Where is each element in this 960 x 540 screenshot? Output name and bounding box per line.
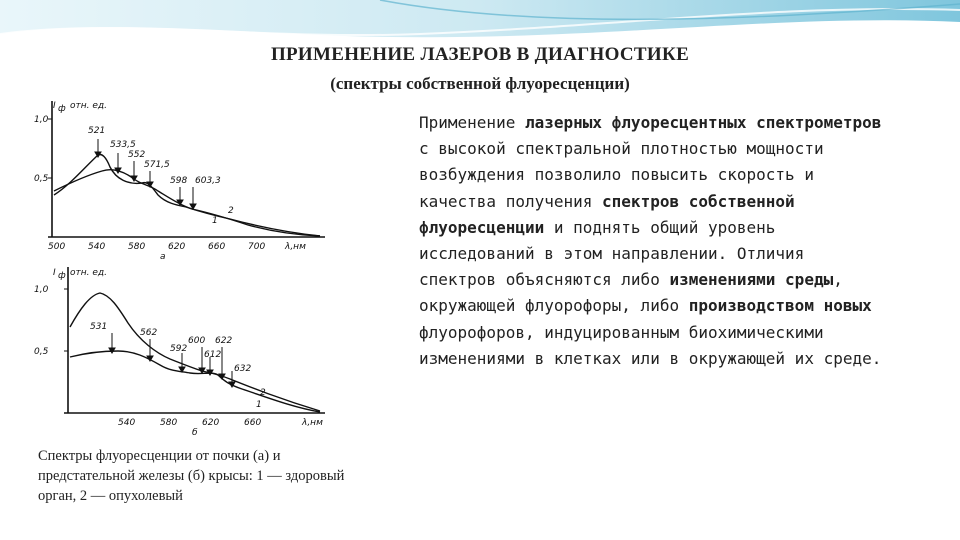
panel-b-y-tick: 1,0 [34,285,49,295]
body-text-segment: и поднять общий уровень исследований в этом направлении. Отличия спектров объясняются либо [419,217,805,290]
svg-text:I [53,268,56,278]
body-bold-segment: изменениями среды [669,270,834,290]
svg-text:622 [215,336,232,346]
figure-caption: Спектры флуоресценции от почки (а) и предстательной железы (б) крысы: 1 — здоровый орган, 2 — опухолевый [38,448,345,504]
svg-text:λ,нм [284,242,306,252]
svg-text:б [192,428,198,438]
panel-b-letter: б [192,428,198,438]
panel-b [34,267,325,438]
svg-text:0,5 [34,174,49,184]
body-bold-segment: производством новых [688,296,872,316]
svg-text:500 [48,242,65,252]
body-paragraph [419,110,889,372]
body-text-segment: , окружающей флуорофоры, либо [419,270,843,316]
panel-b-peak: 562 [140,328,158,338]
svg-text:600 [188,336,205,346]
svg-text:ф [58,104,66,114]
panel-a [34,101,325,262]
panel-a-y-tick: 1,0 [34,115,49,125]
panel-b-peak: 592 [170,344,188,354]
svg-text:580 [160,418,177,428]
svg-text:отн. ед. [70,268,107,278]
panel-b-y-unit: отн. ед. [70,268,107,278]
body-text-segment: с высокой спектральной плотностью мощности возбуждения позволило повысить скорость и качества получения [419,139,824,211]
svg-text:1 [212,216,218,226]
panel-b-y-label: I [53,268,56,278]
svg-text:571,5 [144,160,170,170]
panel-a-x-label: λ,нм [285,242,306,252]
body-bold-segment: спектров собственной флуоресценции [419,191,795,237]
svg-text:λ,нм [301,418,323,428]
panel-b-peak: 531 [90,322,108,332]
panel-a-y-unit: отн. ед. [70,101,107,111]
body-bold-segment: лазерных флуоресцентных спектрометров [524,113,882,132]
svg-text:620 [168,242,185,252]
svg-text:660 [244,418,261,428]
panel-b-x-tick: 660 [244,418,262,428]
svg-text:1 [256,400,262,410]
page-subtitle: (спектры собственной флуоресценции) [330,74,630,93]
svg-text:521 [88,126,105,136]
body-text-segment: Применение [419,113,525,132]
panel-a-x-tick: 660 [208,242,226,252]
panel-b-peak: 612 [204,350,222,360]
panel-a-x-tick: 620 [168,242,186,252]
svg-text:540 [88,242,105,252]
panel-a-y-label: I [53,101,56,111]
svg-text:531 [90,322,107,332]
svg-text:540 [118,418,135,428]
panel-a-x-tick: 580 [128,242,146,252]
svg-text:ф [58,271,66,281]
svg-text:700 [248,242,265,252]
panel-a-peak: 598 [170,176,188,186]
panel-a-curve-label: 1 [212,216,218,226]
panel-a-peak: 571,5 [144,160,170,170]
panel-b-x-label: λ,нм [302,418,323,428]
svg-text:660 [208,242,225,252]
svg-text:632 [234,364,251,374]
panel-b-x-tick: 620 [202,418,220,428]
panel-a-x-tick: 540 [88,242,106,252]
svg-text:533,5 [110,140,136,150]
svg-text:598 [170,176,187,186]
page-title: ПРИМЕНЕНИЕ ЛАЗЕРОВ В ДИАГНОСТИКЕ [270,44,690,65]
svg-text:1,0 [34,285,49,295]
panel-a-peak: 552 [128,150,146,160]
panel-a-peak: 533,5 [110,140,136,150]
panel-a-letter: а [160,252,166,262]
panel-b-y-tick: 0,5 [34,347,49,357]
panel-a-curve-label: 2 [228,206,234,216]
svg-text:0,5 [34,347,49,357]
svg-text:отн. ед. [70,101,107,111]
svg-text:а [160,252,166,262]
panel-a-y-tick: 0,5 [34,174,49,184]
panel-a-x-tick: 700 [248,242,266,252]
svg-text:2 [228,206,234,216]
svg-text:552 [128,150,145,160]
panel-b-curve-label: 2 [260,388,266,398]
fluorescence-spectra-figure [30,95,370,445]
panel-b-peak: 622 [215,336,233,346]
svg-text:603,3 [195,176,221,186]
svg-text:562 [140,328,157,338]
panel-a-peak: 603,3 [195,176,221,186]
panel-b-x-tick: 580 [160,418,178,428]
panel-b-curve-label: 1 [256,400,262,410]
svg-text:592 [170,344,187,354]
body-text-segment: флуорофоров, индуцированным биохимическими изменениями в клетках или в окружающей их среде. [419,322,882,368]
svg-text:612 [204,350,221,360]
panel-b-x-tick: 540 [118,418,136,428]
svg-text:2 [260,388,266,398]
panel-b-peak: 600 [188,336,206,346]
panel-a-peak: 521 [88,126,106,136]
svg-text:1,0 [34,115,49,125]
svg-text:580 [128,242,145,252]
panel-b-y-sub: ф [58,271,66,281]
panel-a-y-sub: ф [58,104,66,114]
panel-b-peak: 632 [234,364,252,374]
panel-a-x-tick: 500 [48,242,66,252]
svg-text:620 [202,418,219,428]
svg-text:I [53,101,56,111]
